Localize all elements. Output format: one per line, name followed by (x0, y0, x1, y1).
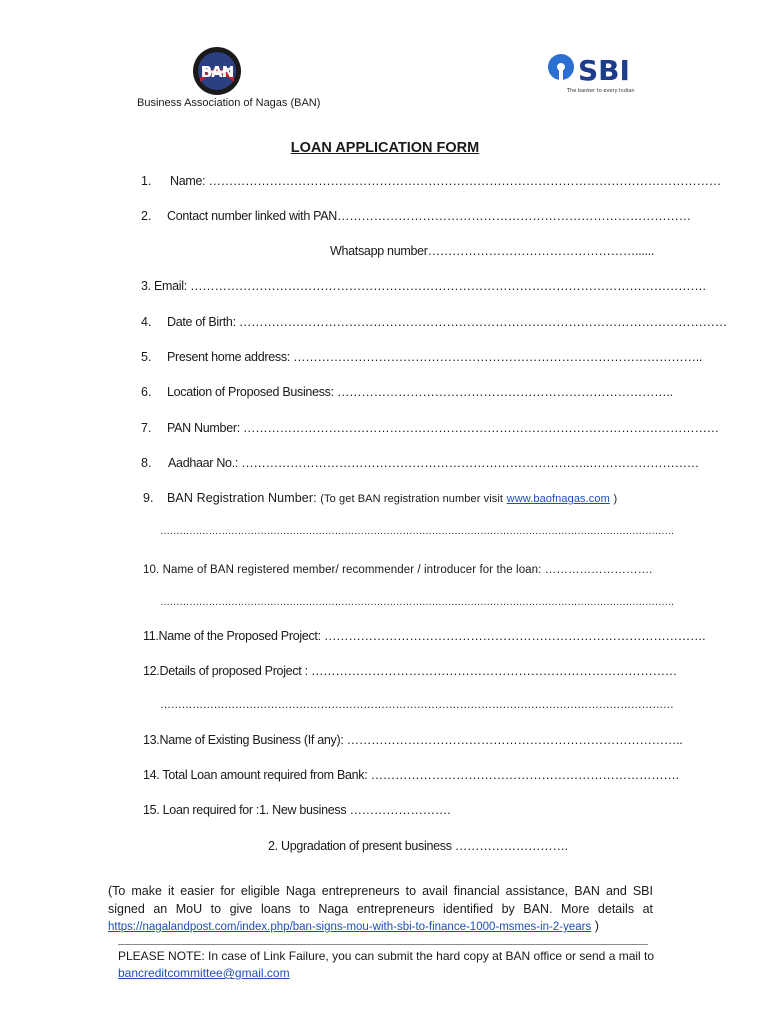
mou-info-text: (To make it easier for eligible Naga entrepreneurs to avail financial assistance, BAN and SBI signed an MoU to give loans to Naga entrepreneurs identified by BAN. More details at (108, 884, 653, 916)
field-number: 2. (141, 209, 152, 223)
home-address-field[interactable]: Present home address: ……………………………………………………………………………………….. (167, 350, 703, 364)
divider (118, 944, 648, 945)
ban-registration-hint-close: ) (613, 493, 618, 505)
field-number: 9. (143, 491, 154, 505)
existing-business-field[interactable]: 13.Name of Existing Business (If any): ……………………………………………………………………….. (143, 733, 683, 747)
field-number: 8. (141, 456, 152, 470)
field-number: 5. (141, 350, 152, 364)
ban-registration-row (167, 491, 617, 505)
svg-text:SBI: SBI (578, 54, 630, 87)
email-link[interactable]: bancreditcommittee@gmail.com (118, 966, 290, 980)
recommender-label[interactable]: 10. Name of BAN registered member/ recommender / introducer for the loan: ………………………. (143, 564, 653, 576)
ban-caption: Business Association of Nagas (BAN) (137, 97, 321, 109)
nagalandpost-link[interactable]: https://nagalandpost.com/index.php/ban-signs-mou-with-sbi-to-finance-1000-msmes-in-2-years (108, 921, 592, 933)
ban-registration-field[interactable]: …………………………………………………………………………………………………………………………………………… (160, 526, 675, 537)
name-field[interactable]: Name: ……………………………………………………………………………………………………………… (170, 174, 721, 188)
ban-registration-hint: (To get BAN registration number visit (320, 493, 504, 505)
pan-number-field[interactable]: PAN Number: ……………………………………………………………………………………………………… (167, 421, 719, 435)
sbi-logo (547, 50, 647, 94)
ban-logo (192, 46, 242, 96)
field-number: 1. (141, 174, 152, 188)
contact-number-field[interactable]: Contact number linked with PAN…………………………………………………………………………… (167, 209, 691, 223)
mou-info-paragraph (108, 883, 653, 937)
link-failure-note (118, 948, 658, 982)
loan-purpose-upgradation[interactable]: 2. Upgradation of present business ………………………. (268, 839, 568, 853)
loan-amount-field[interactable]: 14. Total Loan amount required from Bank: …………………………………………………………………. (143, 768, 679, 782)
form-title: LOAN APPLICATION FORM (290, 140, 480, 156)
ban-registration-label: BAN Registration Number: (167, 491, 317, 505)
email-field[interactable]: 3. Email: ………………………………………………………………………………………………………………. (141, 279, 706, 293)
date-of-birth-field[interactable]: Date of Birth: ………………………………………………………………………………………………………… (167, 315, 727, 329)
svg-text:The banker to every Indian: The banker to every Indian (567, 88, 635, 94)
project-details-line[interactable]: ……………………………………………………………………………………………………………………………… (160, 699, 674, 711)
field-number: 4. (141, 315, 152, 329)
field-number: 6. (141, 385, 152, 399)
note-text: PLEASE NOTE: In case of Link Failure, you can submit the hard copy at BAN office or send a mail to (118, 949, 655, 963)
mou-info-close: ) (591, 919, 599, 933)
aadhaar-number-field[interactable]: Aadhaar No.: …………………………………………………………………………..……………………… (168, 456, 699, 470)
svg-text:BAN: BAN (200, 63, 234, 81)
field-number: 7. (141, 421, 152, 435)
sbi-logo-image (547, 50, 647, 94)
whatsapp-number-field[interactable]: Whatsapp number……………………………………………...... (330, 244, 655, 258)
ban-logo-image (192, 46, 242, 96)
recommender-field[interactable]: …………………………………………………………………………………………………………………………………………… (160, 597, 675, 608)
loan-purpose-new-business[interactable]: 15. Loan required for :1. New business ……………………. (143, 803, 451, 817)
project-details-field[interactable]: 12.Details of proposed Project : ……………………………………………………………………………… (143, 664, 677, 678)
project-name-field[interactable]: 11.Name of the Proposed Project: …………………………………………………………………………………. (143, 629, 706, 643)
business-location-field[interactable]: Location of Proposed Business: ……………………………………………………………………….. (167, 385, 673, 399)
baofnagas-link[interactable]: www.baofnagas.com (506, 493, 610, 505)
